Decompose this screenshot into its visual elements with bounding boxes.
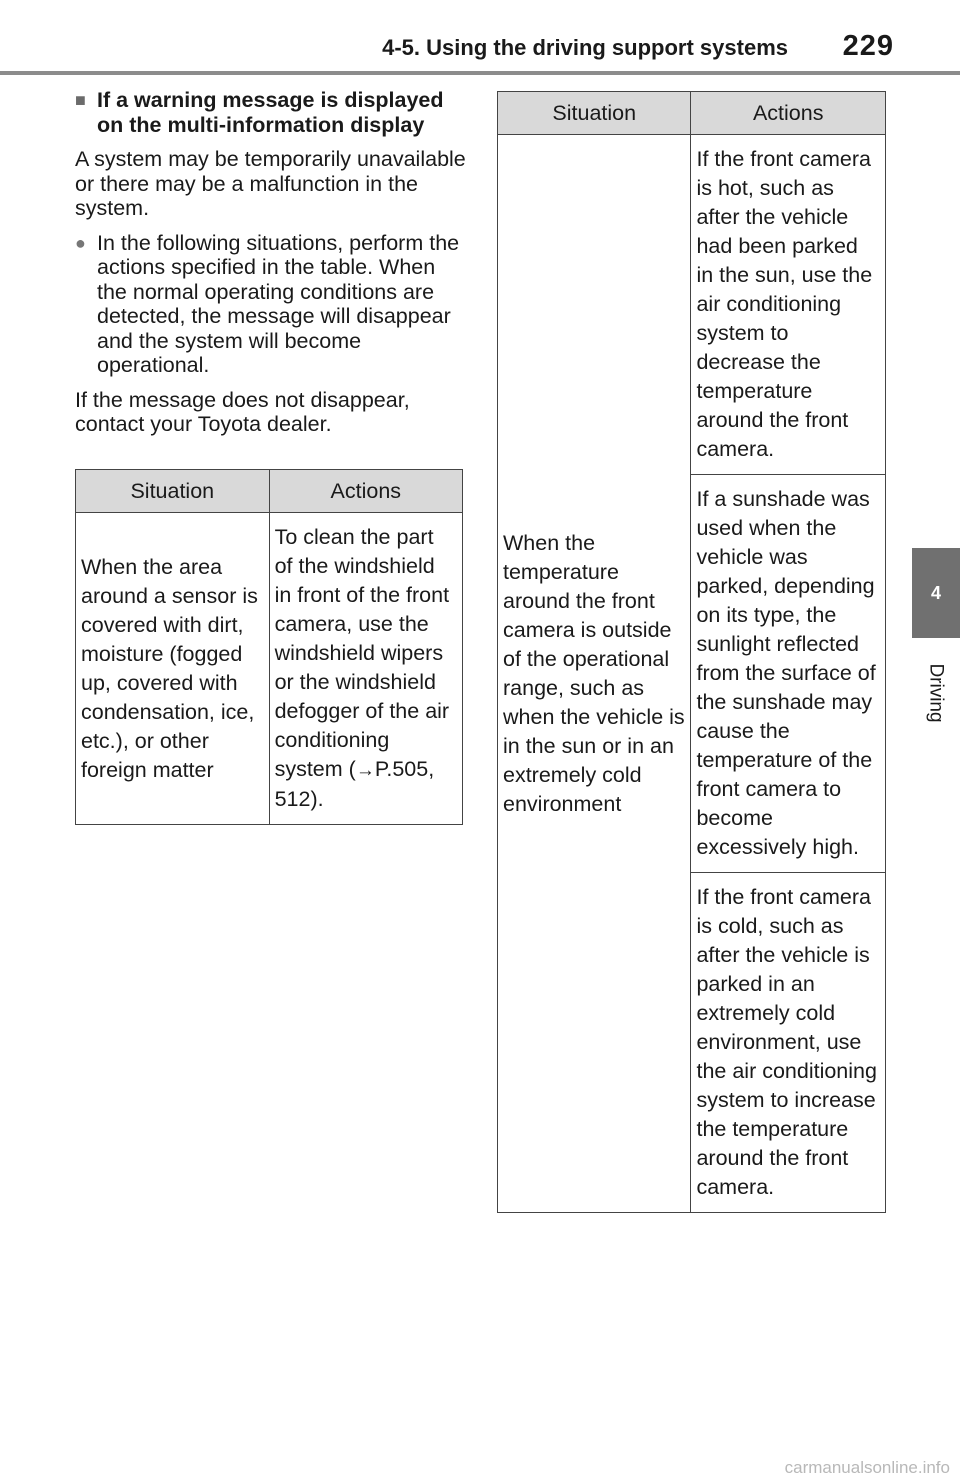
action-cell: [269, 513, 462, 825]
action-cell-sunshade: If a sunshade was used when the vehicle was parked, depending on its type, the sunlight reflected from the surface of the sunshade may cause the temperature of the front camera to become excessively high.: [691, 475, 886, 873]
header-actions: Actions: [269, 470, 462, 513]
warning-heading: [75, 88, 467, 137]
bullet-item: [75, 231, 467, 378]
page-number: 229: [842, 30, 894, 62]
header-actions: Actions: [691, 92, 886, 135]
situation-cell: When the area around a sensor is covered with dirt, moisture (fogged up, covered with condensation, ice, etc.), or other foreign matter: [76, 513, 270, 825]
action-cell-cold: If the front camera is cold, such as after the vehicle is parked in an extremely cold environment, use the air conditioning system to increase the temperature around the front camera.: [691, 873, 886, 1213]
chapter-number: 4: [930, 582, 941, 603]
page-header: [0, 0, 960, 74]
watermark: carmanualsonline.info: [784, 1458, 950, 1477]
header-rule: [0, 71, 960, 75]
camera-temperature-table: [497, 91, 886, 1213]
header-situation: Situation: [498, 92, 691, 135]
chapter-tab: [912, 548, 960, 638]
sensor-dirt-table: [75, 469, 463, 825]
closing-paragraph: If the message does not disappear, contact your Toyota dealer.: [75, 387, 410, 436]
intro-paragraph: A system may be temporarily unavailable or there may be a malfunction in the system.: [75, 147, 466, 220]
bullet-text: In the following situations, perform the actions specified in the table. When the normal operating conditions are detected, the message will disappear and the system will become operational.: [97, 230, 460, 377]
table-row: [498, 135, 886, 475]
action-cell-hot: If the front camera is hot, such as after the vehicle had been parked in the sun, use the air conditioning system to decrease the temperature around the front camera.: [691, 135, 886, 475]
square-bullet-icon: ■: [75, 90, 86, 110]
table-header-row: [498, 92, 886, 135]
action-text: To clean the part of the windshield in front of the front camera, use the windshield wipers or the windshield defogger of the air conditioning system (: [274, 525, 450, 781]
chapter-label: Driving: [926, 663, 947, 723]
header-situation: Situation: [76, 470, 270, 513]
table-row: [76, 513, 463, 825]
situation-cell: When the temperature around the front camera is outside of the operational range, such as when the vehicle is in the sun or in an extremely cold environment: [498, 135, 691, 1213]
page-reference-link[interactable]: P.505, 512).: [274, 757, 435, 811]
round-bullet-icon: ●: [75, 232, 86, 253]
section-title: 4-5. Using the driving support systems: [382, 35, 788, 60]
arrow-right-icon: →: [355, 760, 375, 781]
left-column: [75, 88, 467, 447]
warning-heading-text: If a warning message is displayed on the multi-information display: [97, 88, 444, 137]
table-header-row: [76, 470, 463, 513]
chapter-label-box: [912, 648, 960, 738]
